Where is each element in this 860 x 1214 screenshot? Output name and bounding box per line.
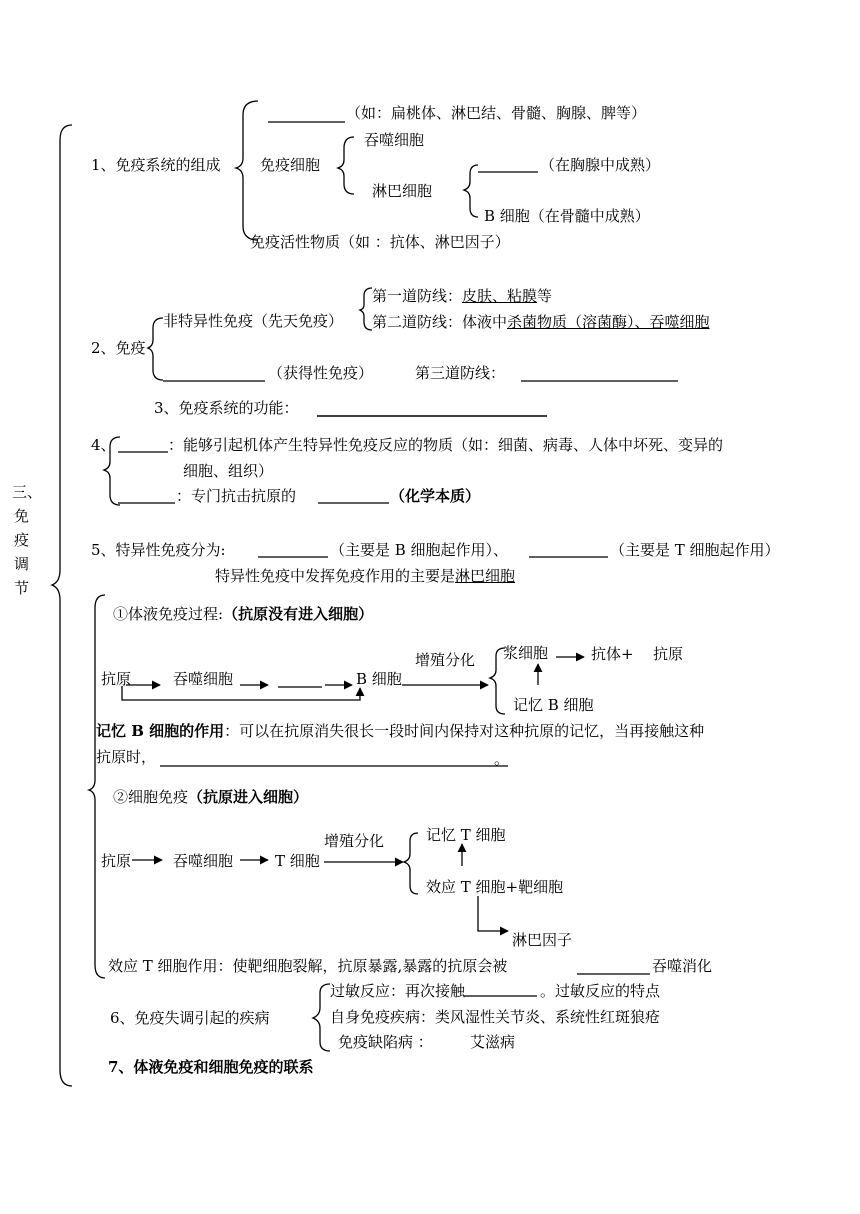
s6-aids: 艾滋病: [470, 1033, 516, 1051]
s1-active: 免疫活性物质（如 ：抗体、淋巴因子）: [250, 233, 510, 251]
s6-brace: [313, 984, 330, 1051]
section-label-3: 疫: [14, 531, 30, 549]
s1-organs: （如：扁桃体、淋巴结、骨髓、胸腺、脾等）: [346, 104, 647, 122]
s5-text-b: （主要是 B 细胞起作用）、: [330, 541, 509, 559]
s5-text-c: （主要是 T 细胞起作用）: [610, 541, 780, 559]
s1-t-cell-note: （在胸腺中成熟）: [540, 156, 661, 174]
s2-brace: [148, 318, 163, 380]
s2-acquired: （获得性免疫）: [268, 364, 374, 382]
cellular-effect: 效应 T 细胞作用：使靶细胞裂解，抗原暴露,暴露的抗原会被: [108, 957, 508, 975]
section-brace: [52, 125, 72, 1086]
cells-brace: [338, 137, 354, 194]
s5-main: 特异性免疫中发挥免疫作用的主要是淋巴细胞: [215, 567, 516, 585]
s2-line2: 第二道防线：体液中杀菌物质（溶菌酶）、吞噬细胞: [372, 313, 710, 331]
cellular-effector: 效应 T 细胞+靶细胞: [426, 878, 564, 896]
s1-b-cell: B 细胞（在骨髓中成熟）: [484, 207, 650, 225]
arrow-h-skip: [122, 686, 360, 700]
humoral-prolif: 增殖分化: [415, 651, 476, 669]
s1-brace: [236, 101, 258, 240]
humoral-antigen2: 抗原: [653, 645, 684, 663]
s2-line1: 第一道防线：皮肤、粘膜等: [372, 287, 553, 305]
s5-main-value: 淋巴细胞: [455, 567, 516, 585]
humoral-b-cell: B 细胞: [356, 670, 402, 688]
s6-title: 6、免疫失调引起的疾病: [110, 1009, 270, 1027]
section-label-5: 节: [14, 579, 30, 597]
cellular-phagocyte: 吞噬细胞: [173, 852, 234, 870]
tcell-brace: [404, 833, 418, 894]
s6-autoimmune: 自身免疫疾病：类风湿性关节炎、系统性红斑狼疮: [330, 1008, 661, 1026]
s4-antibody-note: （化学本质）: [390, 487, 481, 505]
s2-line2-value: 杀菌物质（溶菌酶）、吞噬细胞: [507, 313, 710, 331]
s4-antigen-def2: 细胞、组织）: [183, 462, 274, 480]
humoral-memory: 记忆 B 细胞的作用：可以在抗原消失很长一段时间内保持对这种抗原的记忆，当再接触这种: [96, 722, 705, 740]
section-label-4: 调: [14, 555, 30, 573]
cellular-effect-end: 吞噬消化: [652, 957, 713, 975]
humoral-antibody: 抗体+: [591, 645, 634, 663]
nonspec-brace: [360, 288, 372, 330]
humoral-title: ①体液免疫过程:（抗原没有进入细胞）: [113, 605, 374, 623]
cellular-lymphokine: 淋巴因子: [512, 931, 573, 949]
humoral-memory-end: 。: [494, 750, 510, 768]
s1-cells: 免疫细胞: [260, 156, 321, 174]
s1-lymphocyte: 淋巴细胞: [372, 182, 433, 200]
cellular-memory-t: 记忆 T 细胞: [426, 826, 506, 844]
humoral-antigen: 抗原: [101, 670, 132, 688]
s4-antibody-def: ：专门抗击抗原的: [176, 487, 297, 505]
s4-num: 4、: [91, 436, 116, 454]
cellular-prolif: 增殖分化: [324, 832, 385, 850]
s2-line1-value: 皮肤、粘膜: [462, 287, 538, 305]
humoral-phagocyte: 吞噬细胞: [173, 670, 234, 688]
s1-title: 1、免疫系统的组成: [91, 156, 221, 174]
s2-title: 2、免疫: [91, 339, 146, 357]
s3-title: 3、免疫系统的功能：: [154, 399, 299, 417]
s6-allergy-pre: 过敏反应：再次接触: [330, 982, 466, 1000]
specific-brace: [89, 595, 105, 978]
lymph-brace: [464, 165, 478, 217]
s7-title: 7、体液免疫和细胞免疫的联系: [108, 1058, 314, 1076]
section-label-1: 三、: [12, 483, 43, 501]
s5-text-a: 5、特异性免疫分为:: [91, 541, 226, 559]
section-label-2: 免: [14, 507, 30, 525]
s4-antigen-def: ：能够引起机体产生特异性免疫反应的物质（如：细菌、病毒、人体中坏死、变异的: [168, 436, 724, 454]
s2-line3: 第三道防线：: [415, 364, 506, 382]
s6-allergy-post: 。过敏反应的特点: [540, 982, 661, 1000]
s1-phagocyte: 吞噬细胞: [364, 131, 425, 149]
arrow-c-down: [478, 896, 508, 931]
cellular-t-cell: T 细胞: [275, 852, 320, 870]
s2-nonspecific: 非特异性免疫（先天免疫）: [163, 312, 344, 330]
cellular-antigen: 抗原: [101, 852, 132, 870]
humoral-memory2: 抗原时，: [96, 748, 157, 766]
cellular-title: ②细胞免疫（抗原进入细胞）: [113, 788, 309, 806]
humoral-plasma: 浆细胞: [503, 644, 549, 662]
s6-immunodef: 免疫缺陷病 ：: [338, 1033, 433, 1051]
humoral-memory-b: 记忆 B 细胞: [513, 696, 594, 714]
